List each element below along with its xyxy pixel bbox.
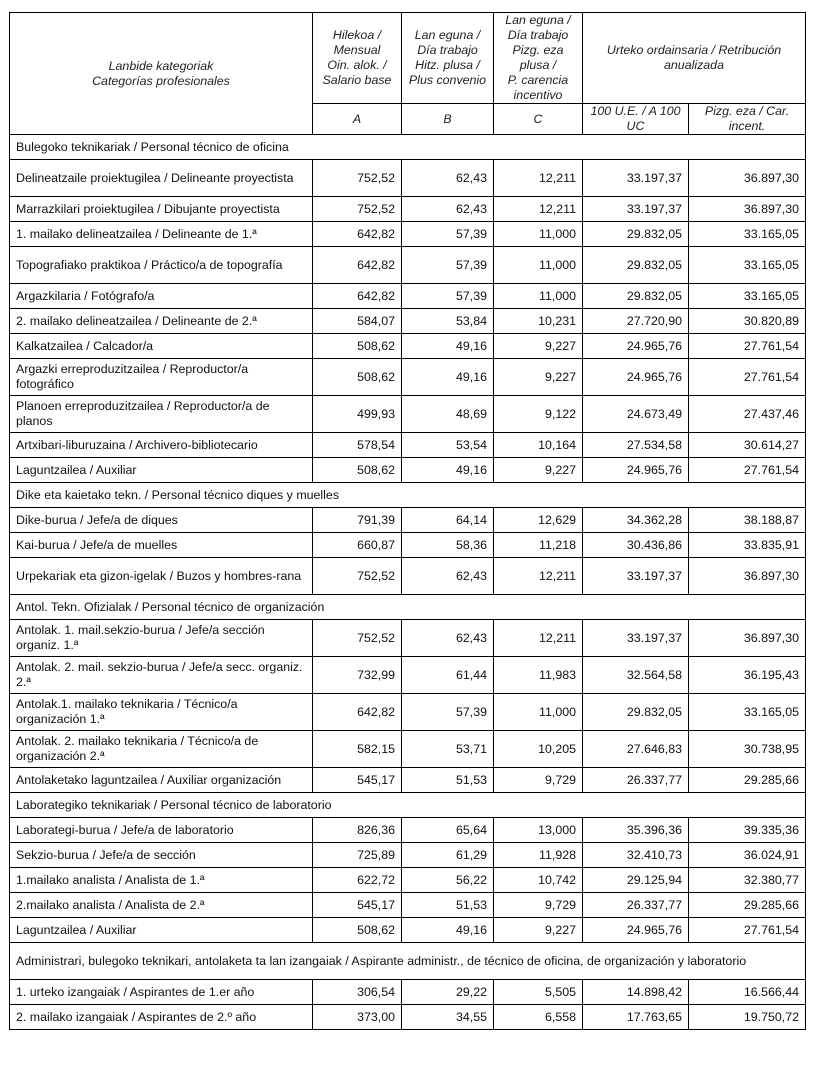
- annual-car-incent-cell: 36.897,30: [689, 558, 806, 595]
- annual-100uc-cell: 17.763,65: [583, 1005, 689, 1030]
- header-col-c-line: Día trabajo: [507, 28, 569, 42]
- plus-convenio-cell: 64,14: [402, 508, 494, 533]
- annual-100uc-cell: 33.197,37: [583, 620, 689, 657]
- carencia-incentivo-cell: 12,629: [494, 508, 583, 533]
- annual-car-incent-cell: 19.750,72: [689, 1005, 806, 1030]
- table-row: [10, 433, 806, 458]
- category-cell: Antolaketako laguntzailea / Auxiliar organización: [10, 768, 313, 793]
- carencia-incentivo-cell: 11,000: [494, 284, 583, 309]
- salary-base-cell: 732,99: [313, 657, 402, 694]
- salary-base-cell: 499,93: [313, 396, 402, 433]
- annual-100uc-cell: 32.564,58: [583, 657, 689, 694]
- section-title: Dike eta kaietako tekn. / Personal técnico diques y muelles: [10, 483, 806, 508]
- category-cell: 1. urteko izangaiak / Aspirantes de 1.er año: [10, 980, 313, 1005]
- carencia-incentivo-cell: 9,227: [494, 334, 583, 359]
- header-sub-c: C: [494, 104, 583, 135]
- plus-convenio-cell: 57,39: [402, 247, 494, 284]
- plus-convenio-cell: 61,29: [402, 843, 494, 868]
- plus-convenio-cell: 57,39: [402, 284, 494, 309]
- header-col-b-line: Hitz. plusa /: [415, 58, 480, 72]
- table-row: [10, 694, 806, 731]
- category-cell: 1.mailako analista / Analista de 1.ª: [10, 868, 313, 893]
- annual-car-incent-cell: 27.761,54: [689, 458, 806, 483]
- annual-100uc-cell: 34.362,28: [583, 508, 689, 533]
- table-row: [10, 334, 806, 359]
- category-cell: Urpekariak eta gizon-igelak / Buzos y hombres-rana: [10, 558, 313, 595]
- annual-car-incent-cell: 36.897,30: [689, 160, 806, 197]
- category-cell: Antolak. 1. mail.sekzio-burua / Jefe/a sección organiz. 1.ª: [10, 620, 313, 657]
- annual-100uc-cell: 24.965,76: [583, 918, 689, 943]
- header-sub-100uc: 100 U.E. / A 100 UC: [583, 104, 689, 135]
- salary-base-cell: 508,62: [313, 918, 402, 943]
- annual-car-incent-cell: 33.165,05: [689, 222, 806, 247]
- annual-100uc-cell: 14.898,42: [583, 980, 689, 1005]
- category-cell: Antolak.1. mailako teknikaria / Técnico/a organización 1.ª: [10, 694, 313, 731]
- salary-base-cell: 642,82: [313, 222, 402, 247]
- carencia-incentivo-cell: 10,231: [494, 309, 583, 334]
- carencia-incentivo-cell: 12,211: [494, 160, 583, 197]
- annual-car-incent-cell: 30.738,95: [689, 731, 806, 768]
- header-col-b: [402, 13, 494, 104]
- table-row: [10, 222, 806, 247]
- salary-base-cell: 642,82: [313, 284, 402, 309]
- section-row: [10, 943, 806, 980]
- section-title: Bulegoko teknikariak / Personal técnico de oficina: [10, 135, 806, 160]
- table-row: [10, 843, 806, 868]
- plus-convenio-cell: 57,39: [402, 694, 494, 731]
- carencia-incentivo-cell: 10,164: [494, 433, 583, 458]
- category-cell: Sekzio-burua / Jefe/a de sección: [10, 843, 313, 868]
- category-cell: Antolak. 2. mailako teknikaria / Técnico/a de organización 2.ª: [10, 731, 313, 768]
- category-cell: Marrazkilari proiektugilea / Dibujante proyectista: [10, 197, 313, 222]
- salary-base-cell: 642,82: [313, 247, 402, 284]
- annual-100uc-cell: 35.396,36: [583, 818, 689, 843]
- table-row: [10, 558, 806, 595]
- annual-100uc-cell: 27.720,90: [583, 309, 689, 334]
- header-col-c-line: Lan eguna /: [505, 13, 571, 27]
- section-title: Administrari, bulegoko teknikari, antolaketa ta lan izangaiak / Aspirante administr., de técnico de oficina, de organización y laboratorio: [10, 943, 806, 980]
- table-row: [10, 247, 806, 284]
- plus-convenio-cell: 56,22: [402, 868, 494, 893]
- header-col-c: [494, 13, 583, 104]
- carencia-incentivo-cell: 12,211: [494, 197, 583, 222]
- table-row: [10, 309, 806, 334]
- plus-convenio-cell: 49,16: [402, 359, 494, 396]
- header-col-b-line: Lan eguna /: [414, 28, 481, 42]
- carencia-incentivo-cell: 9,729: [494, 768, 583, 793]
- header-col-c-line: Pizg. eza plusa /: [512, 43, 564, 72]
- annual-100uc-cell: 24.965,76: [583, 359, 689, 396]
- table-row: [10, 458, 806, 483]
- annual-100uc-cell: 30.436,86: [583, 533, 689, 558]
- annual-car-incent-cell: 16.566,44: [689, 980, 806, 1005]
- carencia-incentivo-cell: 9,227: [494, 458, 583, 483]
- plus-convenio-cell: 61,44: [402, 657, 494, 694]
- table-row: [10, 508, 806, 533]
- plus-convenio-cell: 49,16: [402, 458, 494, 483]
- category-cell: Dike-burua / Jefe/a de diques: [10, 508, 313, 533]
- header-category-es: Categorías profesionales: [92, 73, 230, 88]
- carencia-incentivo-cell: 5,505: [494, 980, 583, 1005]
- salary-base-cell: 373,00: [313, 1005, 402, 1030]
- table-body: [10, 135, 806, 1030]
- annual-100uc-cell: 33.197,37: [583, 558, 689, 595]
- table-row: [10, 359, 806, 396]
- annual-100uc-cell: 24.965,76: [583, 458, 689, 483]
- section-row: [10, 483, 806, 508]
- carencia-incentivo-cell: 9,729: [494, 893, 583, 918]
- table-row: [10, 160, 806, 197]
- salary-base-cell: 725,89: [313, 843, 402, 868]
- table-row: [10, 620, 806, 657]
- category-cell: Antolak. 2. mail. sekzio-burua / Jefe/a secc. organiz. 2.ª: [10, 657, 313, 694]
- category-cell: Argazki erreproduzitzailea / Reproductor/a fotográfico: [10, 359, 313, 396]
- salary-base-cell: 582,15: [313, 731, 402, 768]
- annual-100uc-cell: 27.646,83: [583, 731, 689, 768]
- header-col-a: [313, 13, 402, 104]
- annual-100uc-cell: 24.965,76: [583, 334, 689, 359]
- annual-car-incent-cell: 38.188,87: [689, 508, 806, 533]
- annual-car-incent-cell: 33.835,91: [689, 533, 806, 558]
- salary-base-cell: 752,52: [313, 160, 402, 197]
- category-cell: Kai-burua / Jefe/a de muelles: [10, 533, 313, 558]
- annual-car-incent-cell: 33.165,05: [689, 284, 806, 309]
- plus-convenio-cell: 53,71: [402, 731, 494, 768]
- salary-base-cell: 752,52: [313, 558, 402, 595]
- category-cell: Kalkatzailea / Calcador/a: [10, 334, 313, 359]
- category-cell: Planoen erreproduzitzailea / Reproductor/a de planos: [10, 396, 313, 433]
- header-col-a-line: Oin. alok. /: [327, 58, 387, 72]
- plus-convenio-cell: 29,22: [402, 980, 494, 1005]
- annual-100uc-cell: 29.125,94: [583, 868, 689, 893]
- plus-convenio-cell: 58,36: [402, 533, 494, 558]
- plus-convenio-cell: 53,84: [402, 309, 494, 334]
- carencia-incentivo-cell: 11,218: [494, 533, 583, 558]
- salary-base-cell: 508,62: [313, 359, 402, 396]
- salary-base-cell: 752,52: [313, 197, 402, 222]
- salary-base-cell: 642,82: [313, 694, 402, 731]
- annual-car-incent-cell: 33.165,05: [689, 247, 806, 284]
- table-row: [10, 396, 806, 433]
- annual-car-incent-cell: 39.335,36: [689, 818, 806, 843]
- annual-100uc-cell: 33.197,37: [583, 160, 689, 197]
- annual-100uc-cell: 27.534,58: [583, 433, 689, 458]
- salary-base-cell: 306,54: [313, 980, 402, 1005]
- carencia-incentivo-cell: 9,122: [494, 396, 583, 433]
- category-cell: Laguntzailea / Auxiliar: [10, 458, 313, 483]
- section-row: [10, 793, 806, 818]
- annual-car-incent-cell: 27.761,54: [689, 334, 806, 359]
- table-row: [10, 768, 806, 793]
- plus-convenio-cell: 48,69: [402, 396, 494, 433]
- annual-car-incent-cell: 33.165,05: [689, 694, 806, 731]
- annual-100uc-cell: 26.337,77: [583, 768, 689, 793]
- header-annual: Urteko ordainsaria / Retribución anualizada: [583, 13, 806, 104]
- annual-car-incent-cell: 29.285,66: [689, 768, 806, 793]
- table-row: [10, 197, 806, 222]
- table-row: [10, 818, 806, 843]
- annual-100uc-cell: 29.832,05: [583, 222, 689, 247]
- plus-convenio-cell: 51,53: [402, 893, 494, 918]
- plus-convenio-cell: 62,43: [402, 620, 494, 657]
- salary-base-cell: 826,36: [313, 818, 402, 843]
- category-cell: Delineatzaile proiektugilea / Delineante proyectista: [10, 160, 313, 197]
- category-cell: Topografiako praktikoa / Práctico/a de topografía: [10, 247, 313, 284]
- annual-car-incent-cell: 30.614,27: [689, 433, 806, 458]
- annual-car-incent-cell: 36.897,30: [689, 620, 806, 657]
- annual-car-incent-cell: 27.761,54: [689, 359, 806, 396]
- header-category-eu: Lanbide kategoriak: [108, 58, 214, 73]
- salary-base-cell: 545,17: [313, 768, 402, 793]
- carencia-incentivo-cell: 12,211: [494, 558, 583, 595]
- category-cell: 2.mailako analista / Analista de 2.ª: [10, 893, 313, 918]
- plus-convenio-cell: 49,16: [402, 918, 494, 943]
- plus-convenio-cell: 57,39: [402, 222, 494, 247]
- carencia-incentivo-cell: 11,000: [494, 222, 583, 247]
- annual-100uc-cell: 26.337,77: [583, 893, 689, 918]
- carencia-incentivo-cell: 6,558: [494, 1005, 583, 1030]
- table-row: [10, 657, 806, 694]
- annual-car-incent-cell: 36.024,91: [689, 843, 806, 868]
- carencia-incentivo-cell: 10,205: [494, 731, 583, 768]
- carencia-incentivo-cell: 11,000: [494, 694, 583, 731]
- carencia-incentivo-cell: 9,227: [494, 359, 583, 396]
- annual-100uc-cell: 29.832,05: [583, 284, 689, 309]
- salary-base-cell: 622,72: [313, 868, 402, 893]
- category-cell: 1. mailako delineatzailea / Delineante de 1.ª: [10, 222, 313, 247]
- header-category: [10, 13, 313, 135]
- header-col-b-line: Día trabajo: [417, 43, 478, 57]
- table-row: [10, 1005, 806, 1030]
- table-row: [10, 533, 806, 558]
- salary-base-cell: 660,87: [313, 533, 402, 558]
- salary-table: [9, 12, 806, 1030]
- category-cell: Argazkilaria / Fotógrafo/a: [10, 284, 313, 309]
- category-cell: Artxibari-liburuzaina / Archivero-bibliotecario: [10, 433, 313, 458]
- salary-base-cell: 508,62: [313, 458, 402, 483]
- header-col-a-line: Hilekoa /: [332, 28, 382, 42]
- plus-convenio-cell: 65,64: [402, 818, 494, 843]
- table-header: [10, 13, 806, 135]
- header-col-c-line: incentivo: [513, 88, 563, 102]
- header-sub-b: B: [402, 104, 494, 135]
- annual-100uc-cell: 33.197,37: [583, 197, 689, 222]
- annual-100uc-cell: 29.832,05: [583, 247, 689, 284]
- plus-convenio-cell: 62,43: [402, 160, 494, 197]
- carencia-incentivo-cell: 11,928: [494, 843, 583, 868]
- salary-base-cell: 791,39: [313, 508, 402, 533]
- category-cell: Laguntzailea / Auxiliar: [10, 918, 313, 943]
- table-row: [10, 918, 806, 943]
- carencia-incentivo-cell: 13,000: [494, 818, 583, 843]
- header-col-c-line: P. carencia: [507, 73, 569, 87]
- category-cell: 2. mailako delineatzailea / Delineante de 2.ª: [10, 309, 313, 334]
- salary-base-cell: 508,62: [313, 334, 402, 359]
- carencia-incentivo-cell: 11,983: [494, 657, 583, 694]
- section-row: [10, 135, 806, 160]
- plus-convenio-cell: 62,43: [402, 197, 494, 222]
- annual-car-incent-cell: 27.761,54: [689, 918, 806, 943]
- carencia-incentivo-cell: 10,742: [494, 868, 583, 893]
- annual-car-incent-cell: 29.285,66: [689, 893, 806, 918]
- table-row: [10, 980, 806, 1005]
- annual-car-incent-cell: 36.897,30: [689, 197, 806, 222]
- annual-100uc-cell: 29.832,05: [583, 694, 689, 731]
- table-row: [10, 284, 806, 309]
- plus-convenio-cell: 34,55: [402, 1005, 494, 1030]
- section-title: Antol. Tekn. Ofizialak / Personal técnico de organización: [10, 595, 806, 620]
- annual-100uc-cell: 32.410,73: [583, 843, 689, 868]
- plus-convenio-cell: 49,16: [402, 334, 494, 359]
- annual-car-incent-cell: 32.380,77: [689, 868, 806, 893]
- salary-base-cell: 578,54: [313, 433, 402, 458]
- carencia-incentivo-cell: 9,227: [494, 918, 583, 943]
- annual-100uc-cell: 24.673,49: [583, 396, 689, 433]
- annual-car-incent-cell: 27.437,46: [689, 396, 806, 433]
- table-row: [10, 893, 806, 918]
- header-col-a-line: Mensual: [333, 43, 381, 57]
- header-col-b-line: Plus convenio: [408, 73, 487, 87]
- category-cell: 2. mailako izangaiak / Aspirantes de 2.º año: [10, 1005, 313, 1030]
- plus-convenio-cell: 51,53: [402, 768, 494, 793]
- salary-base-cell: 545,17: [313, 893, 402, 918]
- section-title: Laborategiko teknikariak / Personal técnico de laboratorio: [10, 793, 806, 818]
- annual-car-incent-cell: 36.195,43: [689, 657, 806, 694]
- section-row: [10, 595, 806, 620]
- table-row: [10, 731, 806, 768]
- salary-base-cell: 752,52: [313, 620, 402, 657]
- carencia-incentivo-cell: 12,211: [494, 620, 583, 657]
- header-sub-car-incent: Pizg. eza / Car. incent.: [689, 104, 806, 135]
- header-sub-a: A: [313, 104, 402, 135]
- carencia-incentivo-cell: 11,000: [494, 247, 583, 284]
- salary-base-cell: 584,07: [313, 309, 402, 334]
- table-row: [10, 868, 806, 893]
- plus-convenio-cell: 53,54: [402, 433, 494, 458]
- header-col-a-line: Salario base: [322, 73, 392, 87]
- plus-convenio-cell: 62,43: [402, 558, 494, 595]
- annual-car-incent-cell: 30.820,89: [689, 309, 806, 334]
- category-cell: Laborategi-burua / Jefe/a de laboratorio: [10, 818, 313, 843]
